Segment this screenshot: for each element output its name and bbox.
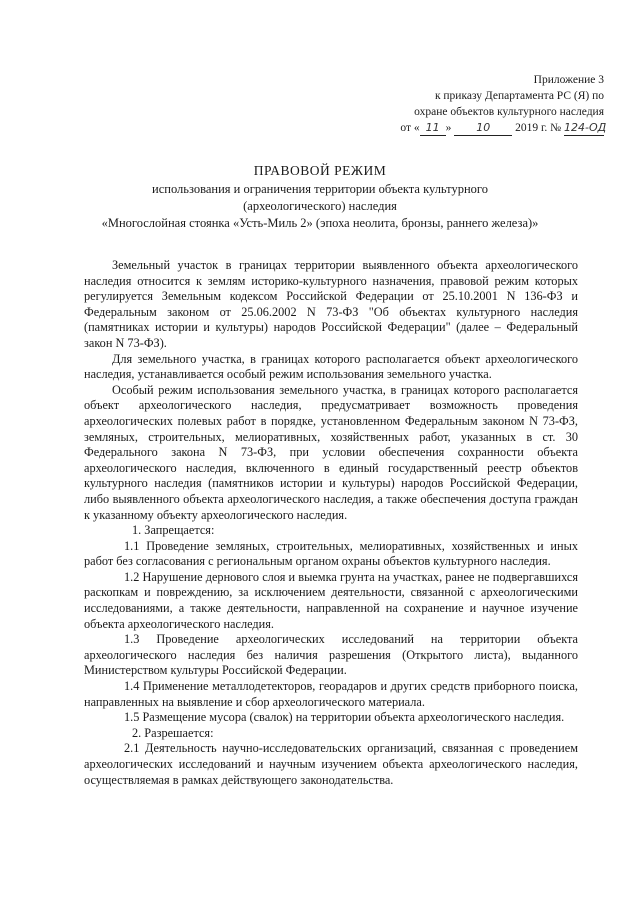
paragraph-1: Земельный участок в границах территории выявленного объекта археологического наследия относится к землям историко-культурного назначения, правовой режим которых регулируется Земельным кодексом Российской Федерации от 25.10.2001 N 136-ФЗ и Федеральным законом от 25.06.2002 N 73-ФЗ "Об объектах культурного наследия (памятниках истории и культуры) народов Российской Федерации" (далее – Федеральный закон N 73-ФЗ). [84, 258, 578, 350]
date-prefix: от « [400, 122, 420, 134]
date-month: 10 [476, 121, 491, 134]
date-day-field [420, 121, 446, 136]
appendix-header [364, 72, 607, 136]
date-day: 11 [425, 121, 440, 134]
title-line-2: (археологического) наследия [243, 199, 397, 213]
order-number: 124-ОД [564, 121, 607, 134]
order-number-field [564, 121, 607, 136]
section-2-heading: 2. Разрешается: [132, 725, 214, 740]
section-1-item-2: 1.2 Нарушение дернового слоя и выемка грунта на участках, ранее не подвергавшихся раскопкам и повреждению, за исключением деятельности, связанной с археологическими исследованиями, а также деятельности, направленной на сохранение и научное изучение объекта археологического наследия. [84, 569, 578, 631]
date-year: 2019 г. № [515, 122, 562, 134]
document-body [84, 258, 578, 788]
appendix-order-line: к приказу Департамента РС (Я) по [434, 90, 604, 102]
paragraph-3: Особый режим использования земельного участка, в границах которого располагается объект археологического наследия, предусматривает возможность проведения археологических полевых работ в порядке, установленном Федеральным законом N 73-ФЗ, земляных, строительных, мелиоративных, хозяйственных работ, указанных в ст. 30 Федерального закона N 73-ФЗ, при условии обеспечения сохранности объекта археологического наследия, включенного в единый государственный реестр объектов культурного наследия (памятников истории и культуры) народов Российской Федерации, либо выявленного объекта археологического наследия, а также обеспечения доступа граждан к указанному объекту археологического наследия. [84, 382, 578, 522]
document-title [80, 162, 560, 232]
title-line-3: «Многослойная стоянка «Усть-Миль 2» (эпоха неолита, бронзы, раннего железа)» [101, 216, 539, 230]
appendix-label: Приложение 3 [533, 74, 604, 86]
section-1-heading: 1. Запрещается: [132, 523, 215, 538]
order-date-line [364, 120, 607, 136]
section-2-item-1: 2.1 Деятельность научно-исследовательских организаций, связанная с проведением археологических исследований и научным изучением объекта археологического наследия, осуществляемая в рамках действующего законодательства. [84, 741, 578, 787]
section-1-item-4: 1.4 Применение металлодетекторов, георадаров и других средств приборного поиска, направленных на выявление и сбор археологического материала. [84, 679, 578, 709]
appendix-department-line: охране объектов культурного наследия [414, 106, 604, 118]
title-line-1: использования и ограничения территории объекта культурного [152, 182, 488, 196]
paragraph-2: Для земельного участка, в границах которого располагается объект археологического наследия, устанавливается особый режим использования земельного участка. [84, 351, 578, 382]
section-1-item-3: 1.3 Проведение археологических исследований на территории объекта археологического наследия без наличия разрешения (Открытого листа), выданного Министерством культуры Российской Федерации. [84, 632, 578, 678]
date-month-field [454, 121, 512, 136]
date-mid: » [445, 122, 452, 134]
section-1-item-5: 1.5 Размещение мусора (свалок) на территории объекта археологического наследия. [124, 710, 565, 725]
section-1-item-1: 1.1 Проведение земляных, строительных, мелиоративных, хозяйственных и иных работ без согласования с региональным органом охраны объектов культурного наследия. [84, 538, 578, 569]
title-heading: ПРАВОВОЙ РЕЖИМ [253, 163, 387, 178]
